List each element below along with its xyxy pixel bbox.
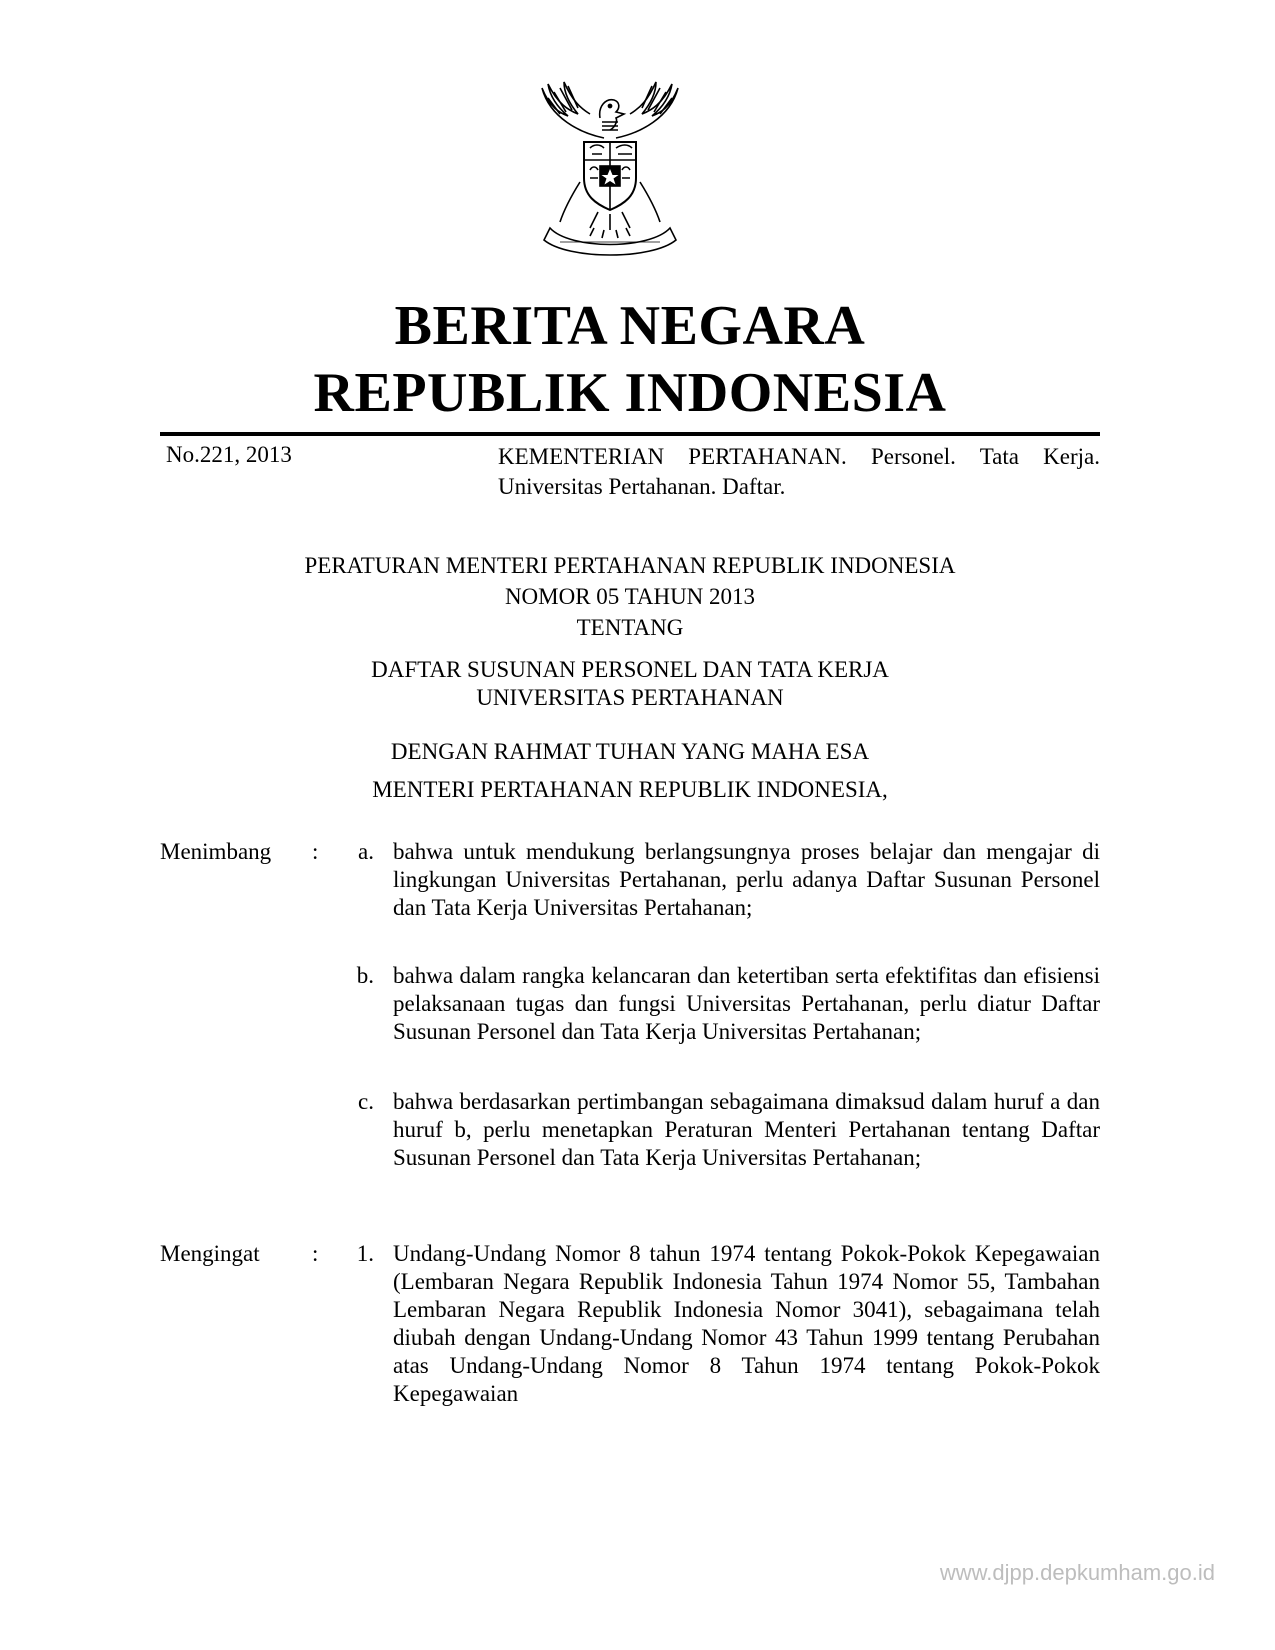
issue-subject: KEMENTERIAN PERTAHANAN. Personel. Tata Kerja. Universitas Pertahanan. Daftar.: [498, 444, 1100, 499]
menimbang-item-a: bahwa untuk mendukung berlangsungnya proses belajar dan mengajar di lingkungan Universitas Pertahanan, perlu adanya Daftar Susunan Personel dan Tata Kerja Universitas Pertahanan;: [393, 839, 1100, 920]
regulation-about: TENTANG: [576, 615, 684, 640]
regulation-subject-line-1: DAFTAR SUSUNAN PERSONEL DAN TATA KERJA: [371, 657, 889, 682]
regulation-invocation: DENGAN RAHMAT TUHAN YANG MAHA ESA: [390, 739, 870, 764]
masthead-divider: [160, 432, 1100, 436]
regulation-authority: MENTERI PERTAHANAN REPUBLIK INDONESIA,: [372, 777, 888, 802]
menimbang-label: Menimbang: [160, 839, 272, 864]
watermark: www.djpp.depkumham.go.id: [939, 1560, 1215, 1585]
mengingat-item-1: Undang-Undang Nomor 8 tahun 1974 tentang Pokok-Pokok Kepegawaian (Lembaran Negara Republik Indonesia Tahun 1974 Nomor 55, Tambahan Lembaran Negara Republik Indonesia Nomor 3041), sebagaimana telah diubah dengan Undang-Undang Nomor 43 Tahun 1999 tentang Perubahan atas Undang-Undang Nomor 8 Tahun 1974 tentang Pokok-Pokok Kepegawaian: [393, 1241, 1100, 1406]
mengingat-label: Mengingat: [160, 1241, 260, 1266]
menimbang-marker-c: c.: [358, 1089, 374, 1114]
mengingat-marker-1: 1.: [356, 1241, 374, 1266]
garuda-pancasila-emblem-icon: [520, 78, 700, 268]
regulation-subject-line-2: UNIVERSITAS PERTAHANAN: [476, 685, 784, 710]
menimbang-colon: :: [312, 839, 319, 864]
mengingat-colon: :: [312, 1241, 319, 1266]
regulation-number: NOMOR 05 TAHUN 2013: [504, 584, 756, 609]
issue-number: No.221, 2013: [166, 442, 292, 467]
menimbang-marker-a: a.: [358, 839, 374, 864]
menimbang-marker-b: b.: [356, 963, 374, 988]
menimbang-item-b: bahwa dalam rangka kelancaran dan ketertiban serta efektifitas dan efisiensi pelaksanaan tugas dan fungsi Universitas Pertahanan, perlu diatur Daftar Susunan Personel dan Tata Kerja Universitas Pertahanan;: [393, 963, 1100, 1044]
masthead-subtitle: REPUBLIK INDONESIA: [313, 362, 947, 424]
masthead-title: BERITA NEGARA: [394, 295, 866, 357]
regulation-title: PERATURAN MENTERI PERTAHANAN REPUBLIK INDONESIA: [304, 553, 956, 578]
regulation-subject: [160, 656, 1100, 712]
menimbang-item-c: bahwa berdasarkan pertimbangan sebagaimana dimaksud dalam huruf a dan huruf b, perlu menetapkan Peraturan Menteri Pertahanan tentang Daftar Susunan Personel dan Tata Kerja Universitas Pertahanan;: [393, 1089, 1100, 1170]
